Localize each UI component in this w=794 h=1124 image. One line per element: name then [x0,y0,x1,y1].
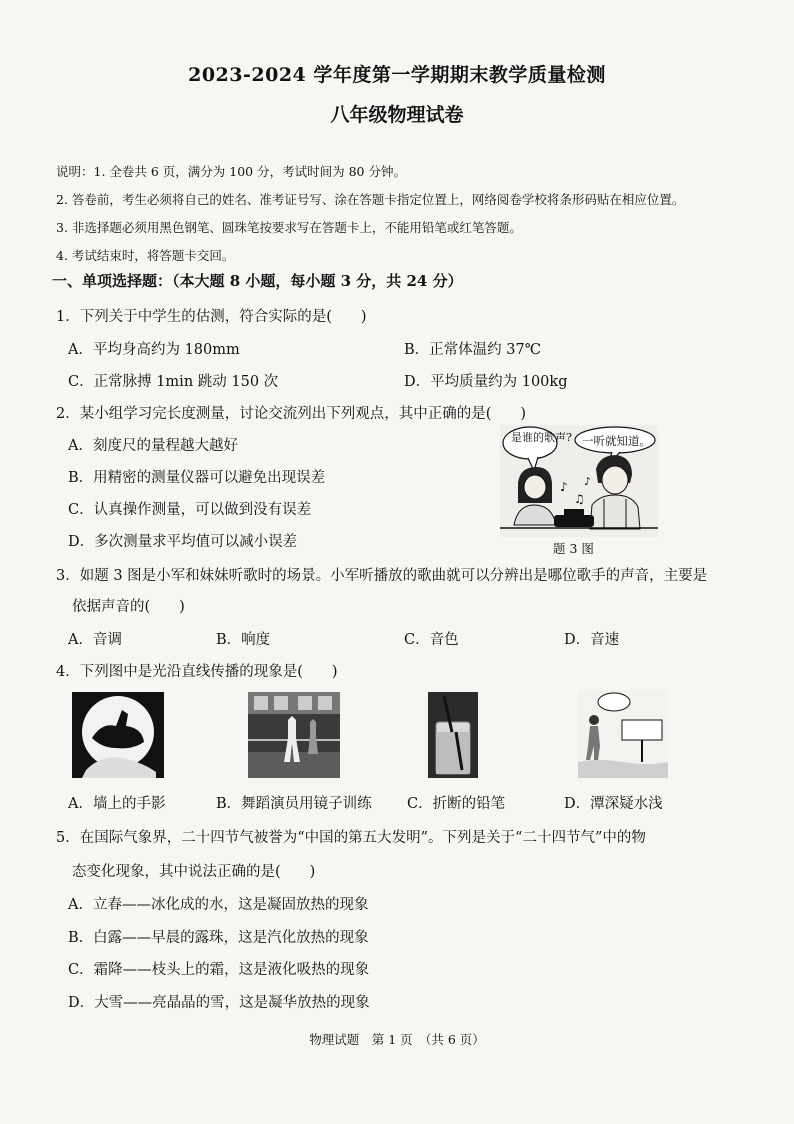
q2-option-b: B．用精密的测量仪器可以避免出现误差 [68,470,326,486]
q3-stem-line-1: 3．如题 3 图是小军和妹妹听歌时的场景。小军听播放的歌曲就可以分辨出是哪位歌手的声音，主要是 [56,568,708,584]
note-4: 4. 考试结束时，将答题卡交回。 [56,248,235,263]
page-footer: 物理试题 第 1 页 （共 6 页） [309,1032,485,1047]
q3-option-c: C．音色 [404,632,459,648]
q1-option-c: C．正常脉搏 1min 跳动 150 次 [68,374,279,390]
figure-3-bubble-left: 是谁的歌声? [511,431,572,444]
q4-option-b: B．舞蹈演员用镜子训练 [216,796,372,812]
q4-image-dancer-mirror [248,692,340,778]
figure-3-bubble-right: 一听就知道。 [582,434,651,448]
q2-option-c: C．认真操作测量，可以做到没有误差 [68,502,312,518]
note-3: 3. 非选择题必须用黑色钢笔、圆珠笔按要求写在答题卡上，不能用铅笔或红笔答题。 [56,220,522,235]
q3-option-b: B．响度 [216,632,271,648]
q4-image-broken-pencil [428,692,478,778]
q4-image-deep-water [578,690,668,778]
q4-image-hand-shadow [72,692,164,778]
svg-text:♪: ♪ [584,475,592,488]
q1-option-b: B．正常体温约 37℃ [404,342,541,358]
q4-option-d: D．潭深疑水浅 [564,796,663,812]
q3-option-d: D．音速 [564,632,620,648]
q3-stem-line-2: 依据声音的( ) [72,599,185,615]
q5-option-b: B．白露——早晨的露珠，这是汽化放热的现象 [68,930,369,946]
q4-stem: 4．下列图中是光沿直线传播的现象是( ) [56,664,338,680]
q3-option-a: A．音调 [68,632,122,648]
q1-option-a: A．平均身高约为 180mm [68,342,240,358]
q2-option-d: D．多次测量求平均值可以减小误差 [68,534,298,550]
q5-stem-line-1: 5．在国际气象界，二十四节气被誉为“中国的第五大发明”。下列是关于“二十四节气”中的物 [56,830,646,846]
q4-option-c: C．折断的铅笔 [407,796,506,812]
q2-stem: 2．某小组学习完长度测量，讨论交流列出下列观点，其中正确的是( ) [56,406,527,422]
q5-stem-line-2: 态变化现象，其中说法正确的是( ) [72,864,316,880]
q5-option-d: D．大雪——亮晶晶的雪，这是凝华放热的现象 [68,995,370,1011]
q5-option-a: A．立春——冰化成的水，这是凝固放热的现象 [68,897,369,913]
q5-option-c: C．霜降——枝头上的霜，这是液化吸热的现象 [68,962,370,978]
q4-option-a: A．墙上的手影 [68,796,166,812]
figure-3-caption: 题 3 图 [553,541,594,556]
q2-option-a: A．刻度尺的量程越大越好 [68,438,238,454]
section-heading: 一、单项选择题：（本大题 8 小题，每小题 3 分，共 24 分） [52,272,463,290]
q1-stem: 1．下列关于中学生的估测，符合实际的是( ) [56,309,367,325]
note-1: 说明：1. 全卷共 6 页，满分为 100 分，考试时间为 80 分钟。 [56,164,406,179]
exam-title: 2023-2024 学年度第一学期期末教学质量检测 [188,64,606,86]
exam-subtitle: 八年级物理试卷 [330,104,464,126]
q1-option-d: D．平均质量约为 100kg [404,374,568,390]
svg-text:♪: ♪ [560,480,568,494]
svg-text:♫: ♫ [574,492,585,506]
note-2: 2. 答卷前，考生必须将自己的姓名、准考证号写、涂在答题卡指定位置上，网络阅卷学校将条形码贴在相应位置。 [56,192,685,207]
